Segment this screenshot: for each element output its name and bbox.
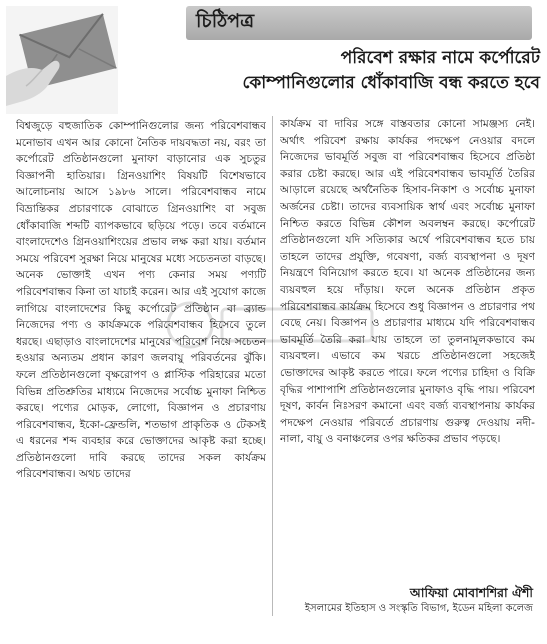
signature-block bbox=[273, 584, 533, 616]
headline bbox=[128, 46, 540, 96]
hand-holding-envelope-icon bbox=[6, 6, 118, 114]
author-affiliation: ইসলামের ইতিহাস ও সংস্কৃতি বিভাগ, ইডেন মহিলা কলেজ bbox=[304, 603, 533, 614]
body-right-column: কার্যক্রম বা দাবির সঙ্গে বাস্তবতার কোনো সামঞ্জস্য নেই। অর্থাৎ পরিবেশ রক্ষায় কার্যকর পদক্ষেপ নেওয়ার বদলে নিজেদের ভাবমূর্তি সবুজ বা পরিবেশবান্ধব হিসেবে প্রতিষ্ঠা করার চেষ্টা করছে। আর এই পরিবেশবান্ধব ভাবমূর্তি তৈরির আড়ালে রয়েছে অর্থনৈতিক হিসাব-নিকাশ ও সর্বোচ্চ মুনাফা অর্জনের চেষ্টা। তাদের ব্যবসায়িক স্বার্থ এবং সর্বোচ্চ মুনাফা নিশ্চিত করতে বিভিন্ন কৌশল অবলম্বন করছে। কর্পোরেট প্রতিষ্ঠানগুলো যদি সত্যিকার অর্থে পরিবেশবান্ধব হতে চায় তাহলে তাদের প্রযুক্তি, গবেষণা, বর্জ্য ব্যবস্থাপনা ও দূষণ নিয়ন্ত্রণে বিনিয়োগ করতে হবে। যা অনেক প্রতিষ্ঠানের জন্য ব্যয়বহুল হয়ে দাঁড়ায়। ফলে অনেক প্রতিষ্ঠান প্রকৃত পরিবেশবান্ধব কার্যক্রম হিসেবে শুধু বিজ্ঞাপন ও প্রচারণার পথ বেছে নেয়। বিজ্ঞাপন ও প্রচারণার মাধ্যমে যদি পরিবেশবান্ধব ভাবমূর্তি তৈরি করা যায় তাহলে তা তুলনামূলকভাবে কম ব্যয়বহুল। এভাবে কম খরচে প্রতিষ্ঠানগুলো সহজেই ভোক্তাদের আকৃষ্ট করতে পারে। ফলে পণ্যের চাহিদা ও বিক্রি বৃদ্ধির পাশাপাশি প্রতিষ্ঠানগুলোর মুনাফাও বৃদ্ধি পায়। পরিবেশ দূষণ, কার্বন নিঃসরণ কমানো এবং বর্জ্য ব্যবস্থাপনায় কার্যকর পদক্ষেপ নেওয়ার পরিবর্তে প্রচারণায় গুরুত্ব দেওয়ায় নদী-নালা, বায়ু ও বনাঞ্চলের ওপর ক্ষতিকর প্রভাব পড়ছে। bbox=[280, 118, 535, 446]
headline-line-2: কোম্পানিগুলোর ধোঁকাবাজি বন্ধ করতে হবে bbox=[242, 73, 540, 93]
body-left-column: বিশ্বজুড়ে বহুজাতিক কোম্পানিগুলোর জন্য পরিবেশবান্ধব মনোভাব এখন আর কোনো নৈতিক দায়বদ্ধতা নয়, বরং তা কর্পোরেট প্রতিষ্ঠানগুলো মুনাফা বাড়ানোর এক সুচতুর বিজ্ঞাপনী হাতিয়ার। গ্রিনওয়াশিং বিষয়টি বিশেষভাবে আলোচনায় আসে ১৯৮৬ সালে। পরিবেশবান্ধব নামে বিভ্রান্তিকর প্রচারণাকে বোঝাতে গ্রিনওয়াশিং বা সবুজ ধোঁকাবাজি শব্দটি ব্যাপকভাবে ছড়িয়ে পড়ে। তবে বর্তমানে বাংলাদেশেও গ্রিনওয়াশিংয়ের প্রভাব লক্ষ করা যায়। বর্তমান সময়ে পরিবেশ সুরক্ষা নিয়ে মানুষের মধ্যে সচেতনতা বাড়ছে। অনেক ভোক্তাই এখন পণ্য কেনার সময় পণ্যটি পরিবেশবান্ধব কিনা তা যাচাই করেন। আর এই সুযোগ কাজে লাগিয়ে বাংলাদেশের কিছু কর্পোরেট প্রতিষ্ঠান বা ব্র্যান্ড নিজেদের পণ্য ও কার্যক্রমকে পরিবেশবান্ধব হিসেবে তুলে ধরছে। এছাড়াও বাংলাদেশের মানুষের পরিবেশ নিয়ে সচেতন হওয়ার অন্যতম প্রধান কারণ জলবায়ু পরিবর্তনের ঝুঁকি। ফলে প্রতিষ্ঠানগুলো বৃক্ষরোপণ ও প্লাস্টিক পরিহারের মতো বিভিন্ন প্রতিশ্রুতির মাধ্যমে নিজেদের সর্বোচ্চ মুনাফা নিশ্চিত করছে। পণ্যের মোড়ক, লোগো, বিজ্ঞাপন ও প্রচারণায় পরিবেশবান্ধব, ইকো-ফ্রেন্ডলি, শতভাগ প্রাকৃতিক ও টেকসই এ ধরনের শব্দ ব্যবহার করে ভোক্তাদের আকৃষ্ট করা হচ্ছে। প্রতিষ্ঠানগুলো দাবি করছে তাদের সকল কার্যক্রম পরিবেশবান্ধব। অথচ তাদের bbox=[16, 120, 266, 481]
section-label: চিঠিপত্র bbox=[186, 6, 532, 40]
headline-line-1: পরিবেশ রক্ষার নামে কর্পোরেট bbox=[340, 48, 540, 68]
column-divider bbox=[272, 116, 273, 616]
author-name: আফিয়া মোবাশশিরা ঐশী bbox=[409, 585, 533, 600]
